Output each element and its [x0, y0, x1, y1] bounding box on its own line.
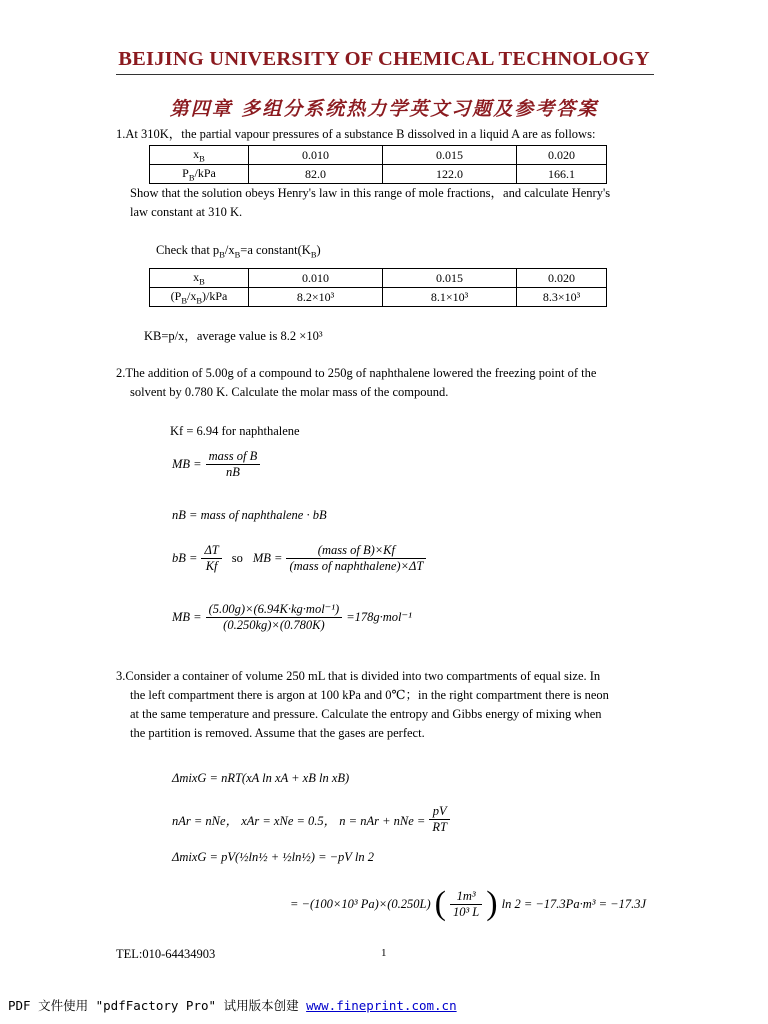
- q3-line4: the partition is removed. Assume that the gases are perfect.: [130, 726, 425, 740]
- q1-result-table: [149, 268, 607, 307]
- eq-part-a: = −(100×10³ Pa)×(0.250L): [290, 896, 431, 911]
- table-cell: 0.015: [383, 146, 517, 165]
- table-cell: 8.2×10³: [249, 288, 383, 307]
- q3-line3: at the same temperature and pressure. Calculate the entropy and Gibbs energy of mixing when: [130, 707, 602, 721]
- eq-fraction: $\frac{\text{1m³}}{\text{10³ L}}$: [450, 889, 482, 920]
- eq-fraction: $\frac{\Delta T}{Kf}$: [201, 543, 221, 574]
- q3-line1: 3.Consider a container of volume 250 mL that is divided into two compartments of equal size. In: [116, 669, 601, 683]
- table-cell: 8.1×10³: [383, 288, 517, 307]
- eq-fraction: $\frac{\text{mass of B}}{nB}$: [206, 449, 261, 480]
- header-divider: [116, 74, 654, 75]
- eq-lhs: nAr = nNe， xAr = xNe = 0.5， n = nAr + nNe =: [172, 813, 426, 828]
- table-row: [150, 288, 607, 307]
- q2-text-line1: 2.The addition of 5.00g of a compound to 250g of naphthalene lowered the freezing point of the: [116, 366, 597, 380]
- q2-equation-1: [172, 449, 260, 480]
- q1-check: Check that $p_B/x_B=a$ $constant(K_B)$: [156, 243, 321, 260]
- q2-text-line2: solvent by 0.780 K. Calculate the molar mass of the compound.: [130, 385, 449, 399]
- eq-lhs: bB =: [172, 551, 198, 565]
- right-paren: ): [486, 885, 498, 922]
- eq-lhs: MB =: [172, 609, 202, 624]
- eq-lhs: MB =: [172, 457, 202, 471]
- eq-so: so: [231, 551, 243, 565]
- q2-equation-3: [172, 543, 426, 574]
- eq-fraction: $\frac{pV}{RT}$: [429, 804, 450, 835]
- university-title: BEIJING UNIVERSITY OF CHEMICAL TECHNOLOGY: [118, 48, 650, 70]
- q3-equation-2: [172, 804, 450, 835]
- eq-rhs: =178g·mol⁻¹: [346, 610, 412, 624]
- table-cell: $x_B$: [150, 269, 249, 288]
- q3-line2: the left compartment there is argon at 100 kPa and 0℃；in the right compartment there is neon: [130, 688, 609, 702]
- table-cell: 122.0: [383, 165, 517, 184]
- left-paren: (: [434, 885, 446, 922]
- telephone: TEL:010-64434903: [116, 947, 216, 961]
- q1-result: KB=p/x，average value is 8.2 ×10³: [144, 329, 323, 343]
- eq-fraction: $\frac{\text{(5.00g)×(6.94K·kg·mol⁻¹)}}{(0.250kg)\times(0.780K)}$: [206, 601, 343, 633]
- table-cell: 0.010: [249, 146, 383, 165]
- table-cell: 8.3×10³: [517, 288, 607, 307]
- chapter-title: 第四章 多组分系统热力学英文习题及参考答案: [169, 98, 599, 120]
- table-cell: 0.020: [517, 146, 607, 165]
- q2-kf: Kf = 6.94 for naphthalene: [170, 424, 300, 438]
- table-cell: 82.0: [249, 165, 383, 184]
- q1-data-table: [149, 145, 607, 184]
- q2-equation-2: nB = mass of naphthalene · bB: [172, 508, 327, 522]
- q2-equation-4: [172, 601, 412, 633]
- q3-equation-1: ΔmixG = nRT(xA ln xA + xB ln xB): [172, 771, 350, 785]
- table-cell: 0.015: [383, 269, 517, 288]
- table-cell: 0.010: [249, 269, 383, 288]
- table-cell: 0.020: [517, 269, 607, 288]
- eq-lhs-2: MB =: [252, 551, 283, 565]
- table-cell: 166.1: [517, 165, 607, 184]
- table-cell: $x_B$: [150, 146, 249, 165]
- table-cell: $P_B$/kPa: [150, 165, 249, 184]
- fineprint-link[interactable]: www.fineprint.com.cn: [306, 998, 457, 1013]
- pdf-creator-note: PDF 文件使用 "pdfFactory Pro" 试用版本创建 www.fineprint.com.cn: [8, 998, 457, 1013]
- eq-part-b: ln 2 = −17.3Pa·m³ = −17.3J: [501, 896, 647, 911]
- table-row: [150, 269, 607, 288]
- q1-text: 1.At 310K，the partial vapour pressures of a substance B dissolved in a liquid A are as follows:: [116, 127, 596, 141]
- table-row: [150, 146, 607, 165]
- q3-equation-3: ΔmixG = pV(½ln½ + ½ln½) = −pV ln 2: [172, 850, 374, 864]
- q1-question-line1: Show that the solution obeys Henry's law in this range of mole fractions，and calculate Henry's: [130, 186, 611, 200]
- table-row: [150, 165, 607, 184]
- q1-question-line2: law constant at 310 K.: [130, 205, 243, 219]
- eq-fraction-2: $\frac{\text{(mass of B)×Kf}}{\text{(mass of naphthalene)×ΔT}}$: [286, 543, 426, 574]
- table-cell: $(P_B/x_B)$/kPa: [150, 288, 249, 307]
- q3-equation-4: [290, 887, 646, 921]
- page-number: 1: [381, 947, 387, 959]
